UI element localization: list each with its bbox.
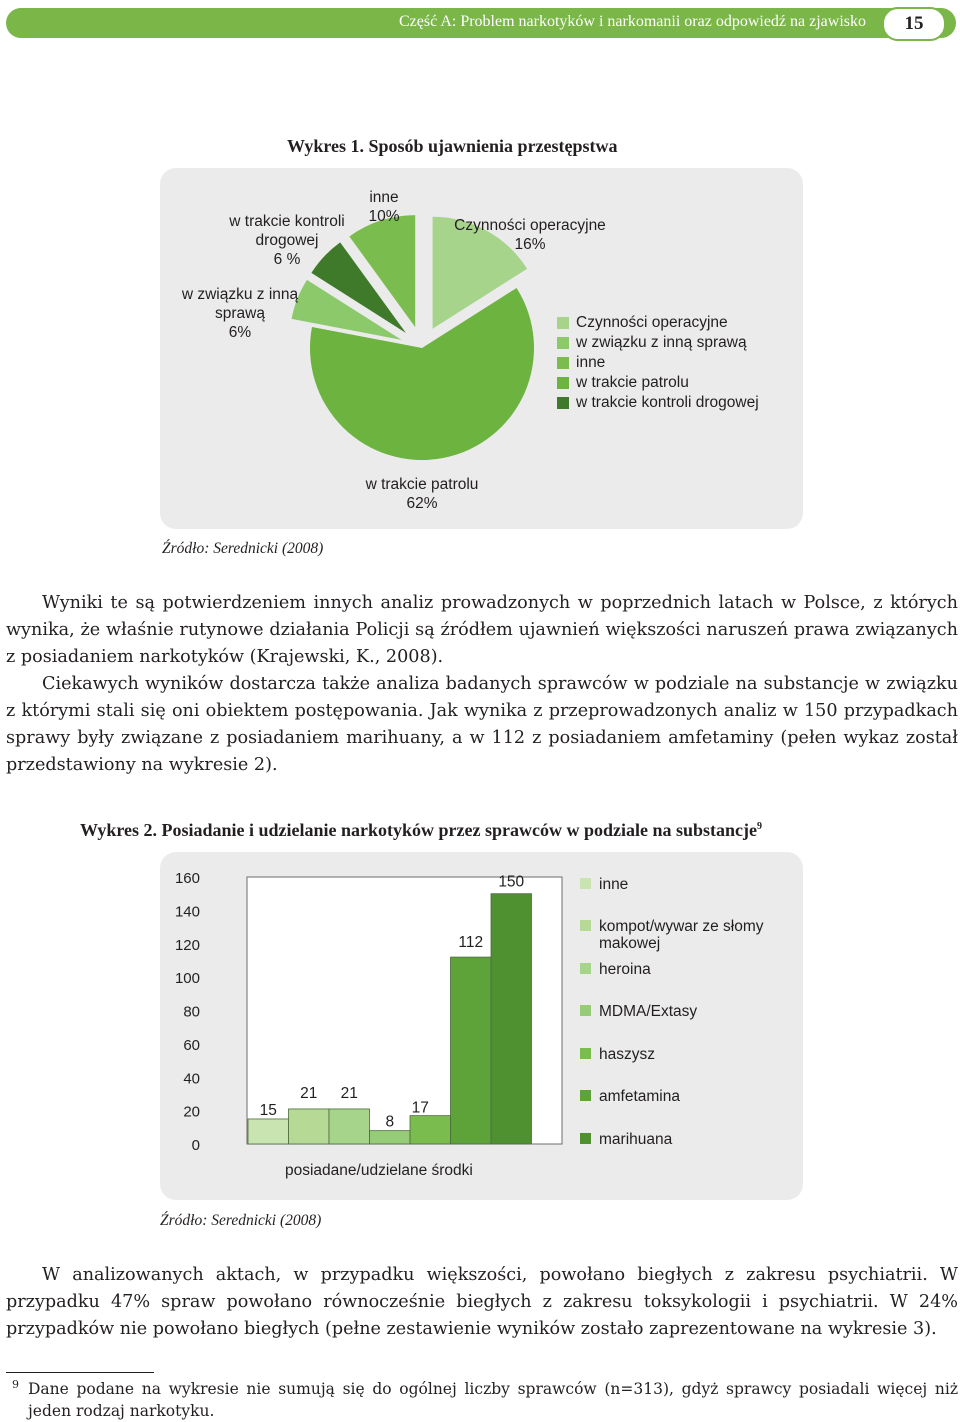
legend-swatch <box>580 1133 591 1144</box>
y-tick-label: 80 <box>183 1003 200 1021</box>
pie-label-kontrola-line2: drogowej <box>255 232 319 249</box>
pie-label-kontrola-line1: w trakcie kontroli <box>229 213 345 230</box>
y-tick-label: 140 <box>174 903 200 921</box>
legend-swatch <box>580 963 591 974</box>
legend-swatch <box>580 878 591 889</box>
chart2-source: Źródło: Serednicki (2008) <box>160 1212 322 1229</box>
chart2-legend <box>580 873 795 1153</box>
y-tick-label: 100 <box>174 970 200 988</box>
y-tick-label: 60 <box>183 1036 200 1054</box>
legend-swatch <box>580 1048 591 1059</box>
pie-label-patrol <box>347 475 497 513</box>
bar <box>410 1116 451 1144</box>
bar-value-label: 112 <box>458 934 484 952</box>
footnote-number: 9 <box>12 1378 19 1391</box>
footnote <box>6 1378 958 1422</box>
running-header <box>6 8 956 38</box>
legend-label: MDMA/Extasy <box>599 1003 698 1020</box>
legend-swatch <box>557 357 569 369</box>
bar <box>329 1109 370 1144</box>
bar <box>370 1131 411 1144</box>
paragraph-1-text: Wyniki te są potwierdzeniem innych analiz prowadzonych w poprzednich latach w Polsce, z których wynika, że właśnie rutynowe działania Policji są źródłem ujawnień większości naruszeń prawa związanych z posiadaniem narkotyków (Krajewski, K., 2008). <box>6 593 958 667</box>
legend-swatch <box>580 920 591 931</box>
pie-label-inna-sprawa <box>170 285 310 342</box>
bar-value-label: 21 <box>300 1084 318 1102</box>
pie-label-kontrola <box>212 212 362 269</box>
bar-value-label: 8 <box>385 1113 395 1131</box>
chart1-source: Źródło: Serednicki (2008) <box>162 540 324 557</box>
pie-label-kontrola-value: 6 % <box>273 251 301 268</box>
legend-label: kompot/wywar ze słomy makowej <box>599 918 764 952</box>
legend-label: haszysz <box>599 1046 655 1063</box>
legend-swatch <box>557 377 569 389</box>
chart2-caption-text: Wykres 2. Posiadanie i udzielanie narkotyków przez sprawców w podziale na substancje <box>80 820 758 840</box>
paragraph-1 <box>6 590 958 671</box>
pie-label-operacyjne-name: Czynności operacyjne <box>454 217 606 234</box>
bar <box>248 1119 289 1144</box>
legend-label: w trakcie kontroli drogowej <box>576 394 759 411</box>
legend-label: inne <box>599 876 629 893</box>
bar <box>491 894 532 1144</box>
chart2-footnote-ref: 9 <box>757 821 763 832</box>
paragraph-3-text: W analizowanych aktach, w przypadku większości, powołano biegłych z zakresu psychiatrii. W przypadku 47% spraw powołano równocześnie biegłych z zakresu toksykologii i psychiatrii. W 24% przypadków nie powołano biegłych (pełne zestawienie wyników zostało zaprezentowane na wykresie 3). <box>6 1265 958 1339</box>
pie-label-patrol-name: w trakcie patrolu <box>365 476 479 493</box>
bar-value-label: 21 <box>340 1084 358 1102</box>
pie-label-patrol-value: 62% <box>406 495 438 512</box>
paragraph-2-text: Ciekawych wyników dostarcza także analiza badanych sprawców w podziale na substancje w związku z którymi stali się oni obiektem postępowania. Jak wynika z przeprowadzonych analiz w 150 przypadkach sprawy były związane z posiadaniem marihuany, a w 112 z posiadaniem amfetaminy (pełen wykaz został przedstawiony na wykresie 2). <box>6 674 958 775</box>
pie-label-operacyjne <box>440 216 620 254</box>
legend-label: w związku z inną sprawą <box>576 334 747 351</box>
legend-swatch <box>580 1005 591 1016</box>
bar <box>451 957 492 1144</box>
legend-label: Czynności operacyjne <box>576 314 728 331</box>
legend-label: marihuana <box>599 1131 673 1148</box>
pie-label-inne <box>354 188 414 226</box>
pie-label-inna-sprawa-value: 6% <box>228 324 252 341</box>
pie-label-operacyjne-value: 16% <box>514 236 546 253</box>
paragraph-2 <box>6 671 958 779</box>
y-tick-label: 40 <box>183 1070 200 1088</box>
legend-swatch <box>580 1090 591 1101</box>
y-tick-label: 20 <box>183 1103 200 1121</box>
legend-swatch <box>557 317 569 329</box>
y-tick-label: 0 <box>191 1137 200 1154</box>
legend-label: w trakcie patrolu <box>576 374 689 391</box>
pie-label-inne-value: 10% <box>368 208 400 225</box>
chart2-xlabel: posiadane/udzielane środki <box>285 1162 473 1179</box>
pie-label-inna-sprawa-line2: sprawą <box>215 305 265 322</box>
paragraph-3 <box>6 1262 958 1343</box>
page-number: 15 <box>882 7 946 41</box>
legend-swatch <box>557 337 569 349</box>
bar-value-label: 15 <box>259 1101 277 1119</box>
y-tick-label: 160 <box>174 870 200 887</box>
footnote-separator <box>6 1372 154 1373</box>
running-header-title: Część A: Problem narkotyków i narkomanii oraz odpowiedź na zjawisko <box>399 13 866 30</box>
footnote-text: Dane podane na wykresie nie sumują się do ogólnej liczby sprawców (n=313), gdyż sprawcy posiadali więcej niż jeden rodzaj narkotyku. <box>28 1380 958 1420</box>
chart2-caption <box>80 820 762 841</box>
bar-value-label: 150 <box>498 873 525 891</box>
legend-label: amfetamina <box>599 1088 680 1105</box>
pie-label-inna-sprawa-line1: w związku z inną <box>181 286 299 303</box>
legend-label: heroina <box>599 961 651 978</box>
bar-value-label: 17 <box>411 1099 429 1117</box>
chart1-legend <box>557 313 797 413</box>
legend-swatch <box>557 397 569 409</box>
pie-label-inne-name: inne <box>369 189 399 206</box>
legend-label: inne <box>576 354 606 371</box>
chart1-caption: Wykres 1. Sposób ujawnienia przestępstwa <box>287 136 618 156</box>
y-tick-label: 120 <box>174 936 200 954</box>
bar <box>289 1109 330 1144</box>
